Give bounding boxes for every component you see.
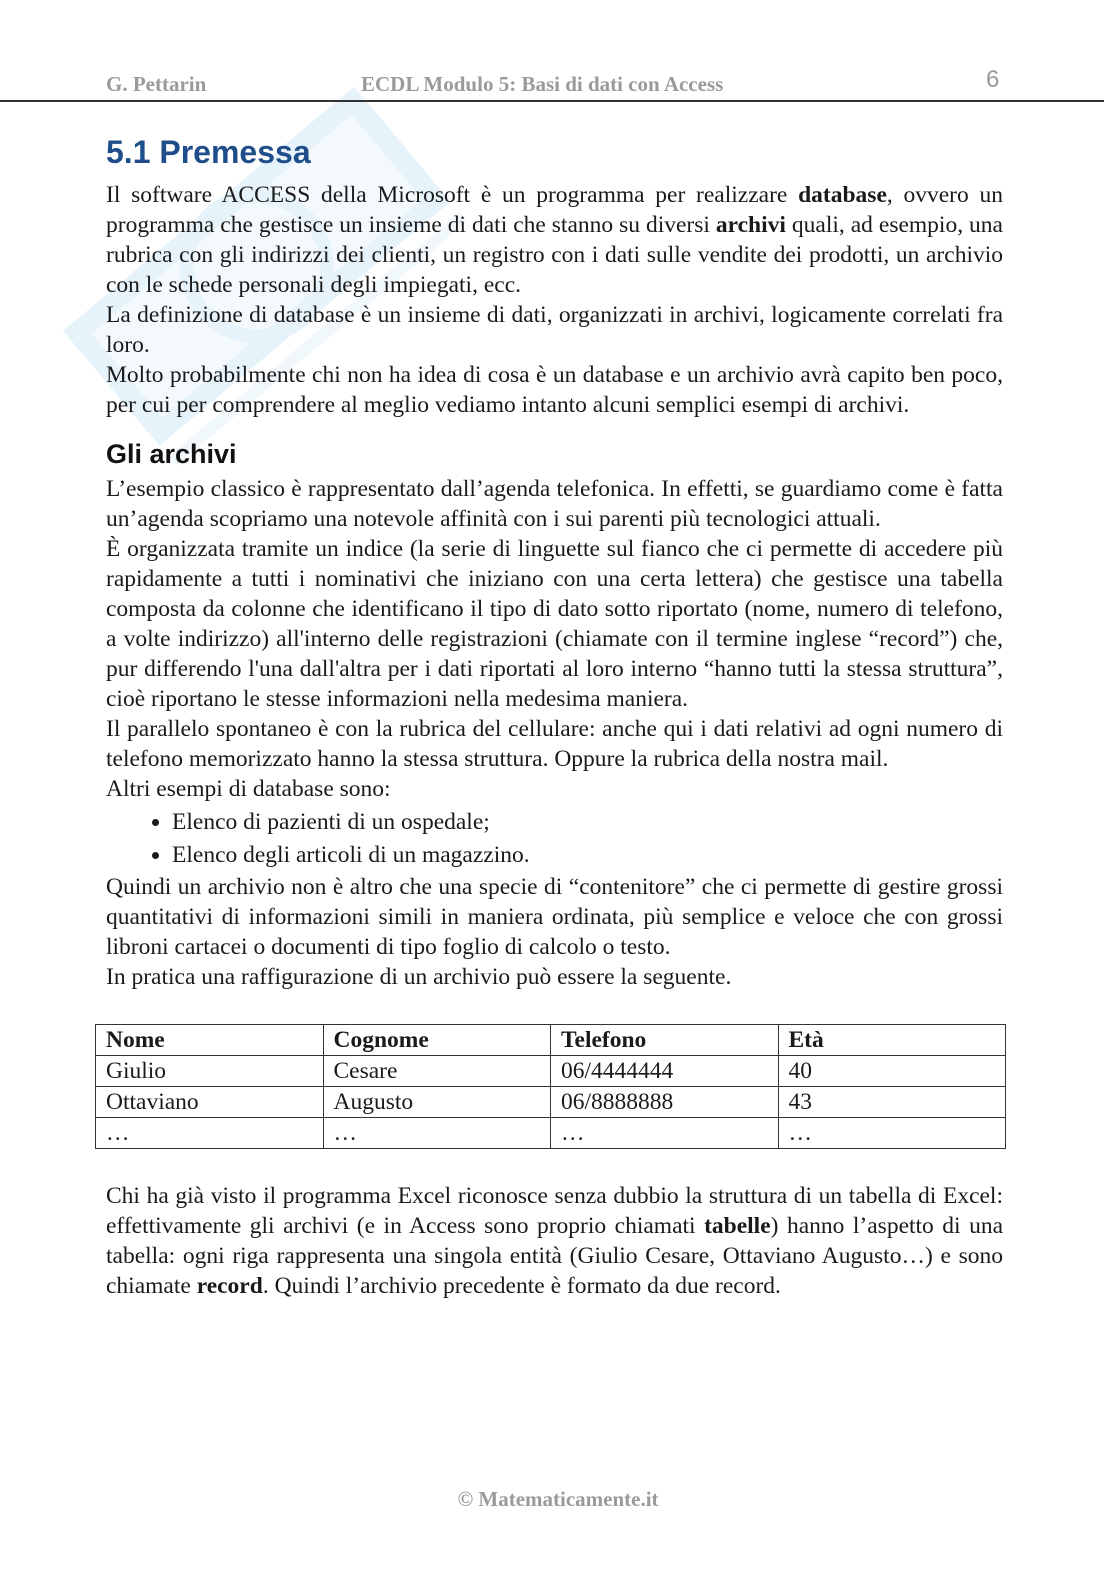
section-title-premessa: 5.1 Premessa [106, 134, 311, 170]
paragraph-excel-comparison: Chi ha già visto il programma Excel riconosce senza dubbio la struttura di un tabella di Excel: effettivamente gli archivi (e in Access sono proprio chiamati tabelle) hanno l’aspetto di una tabella: ogni riga rappresenta una singola entità (Giulio Cesare, Ottaviano Augusto…) e sono chiamate record. Quindi l’archivio precedente è formato da due record. [106, 1183, 1004, 1299]
table-cell: … [323, 1118, 551, 1149]
paragraph-other-examples: Altri esempi di database sono: [106, 776, 391, 802]
paragraph-container: Quindi un archivio non è altro che una specie di “contenitore” che ci permette di gestire grossi quantitativi di informazioni simili in maniera ordinata, più semplice e veloce che con grossi libroni cartacei o documenti di tipo foglio di calcolo o testo. [106, 874, 1003, 960]
table-cell: Augusto [323, 1087, 551, 1118]
paragraph-phonebook: Il parallelo spontaneo è con la rubrica del cellulare: anche qui i dati relativi ad ogni numero di telefono memorizzato hanno la stessa struttura. Oppure la rubrica della nostra mail. [106, 716, 1003, 772]
table-cell: Ottaviano [96, 1087, 324, 1118]
paragraph-intro: Il software ACCESS della Microsoft è un programma per realizzare database, ovvero un programma che gestisce un insieme di dati che stanno su diversi archivi quali, ad esempio, una rubrica con gli indirizzi dei clienti, un registro con i dati sulle vendite dei prodotti, un archivio con le schede personali degli impiegati, ecc. [106, 182, 1003, 298]
table-cell: 40 [778, 1056, 1006, 1087]
table-cell: 06/4444444 [551, 1056, 779, 1087]
header-module-title: ECDL Modulo 5: Basi di dati con Access [361, 72, 724, 96]
section-title-archivi: Gli archivi [106, 439, 237, 469]
list-item: • Elenco di pazienti di un ospedale; [172, 806, 1003, 839]
list-item: • Elenco degli articoli di un magazzino. [172, 839, 1003, 872]
table-header-row [96, 1025, 1006, 1056]
column-header: Nome [96, 1025, 324, 1056]
paragraph-index: È organizzata tramite un indice (la serie di linguette sul fianco che ci permette di accedere più rapidamente a tutti i nominativi che iniziano con una certa lettera) che gestisce una tabella composta da colonne che identificano il tipo di dato sotto riportato (nome, numero di telefono, a volte indirizzo) all'interno delle registrazioni (chiamate con il termine inglese “record”) che, pur differendo l'una dall'altra per i dati riportati al loro interno “hanno tutti la stessa struttura”, cioè riportano le stesse informazioni nella medesima maniera. [106, 536, 1003, 712]
table-cell: … [778, 1118, 1006, 1149]
paragraph-representation: In pratica una raffigurazione di un archivio può essere la seguente. [106, 964, 732, 990]
table-cell: Giulio [96, 1056, 324, 1087]
table-row [96, 1118, 1006, 1149]
paragraph-definition: La definizione di database è un insieme di dati, organizzati in archivi, logicamente correlati fra loro. [106, 302, 1003, 358]
table-cell: 43 [778, 1087, 1006, 1118]
table-cell: 06/8888888 [551, 1087, 779, 1118]
archive-table-wrapper [95, 1024, 1006, 1149]
page-number: 6 [986, 66, 1000, 93]
table-cell: … [551, 1118, 779, 1149]
page-footer: © Matematicamente.it [457, 1487, 659, 1511]
column-header: Età [778, 1025, 1006, 1056]
table-row [96, 1087, 1006, 1118]
archive-table [95, 1024, 1006, 1149]
header-author: G. Pettarin [106, 72, 207, 96]
paragraph-agenda: L’esempio classico è rappresentato dall’agenda telefonica. In effetti, se guardiamo come è fatta un’agenda scopriamo una notevole affinità con i sui parenti più tecnologici attuali. [106, 476, 1003, 532]
column-header: Cognome [323, 1025, 551, 1056]
table-row [96, 1056, 1006, 1087]
page-body [106, 128, 1003, 1301]
table-cell: … [96, 1118, 324, 1149]
paragraph-examples-lead: Molto probabilmente chi non ha idea di cosa è un database e un archivio avrà capito ben poco, per cui per comprendere al meglio vediamo intanto alcuni semplici esempi di archivi. [106, 362, 1003, 418]
example-list [106, 806, 1003, 872]
column-header: Telefono [551, 1025, 779, 1056]
table-cell: Cesare [323, 1056, 551, 1087]
page-header [0, 64, 1104, 102]
